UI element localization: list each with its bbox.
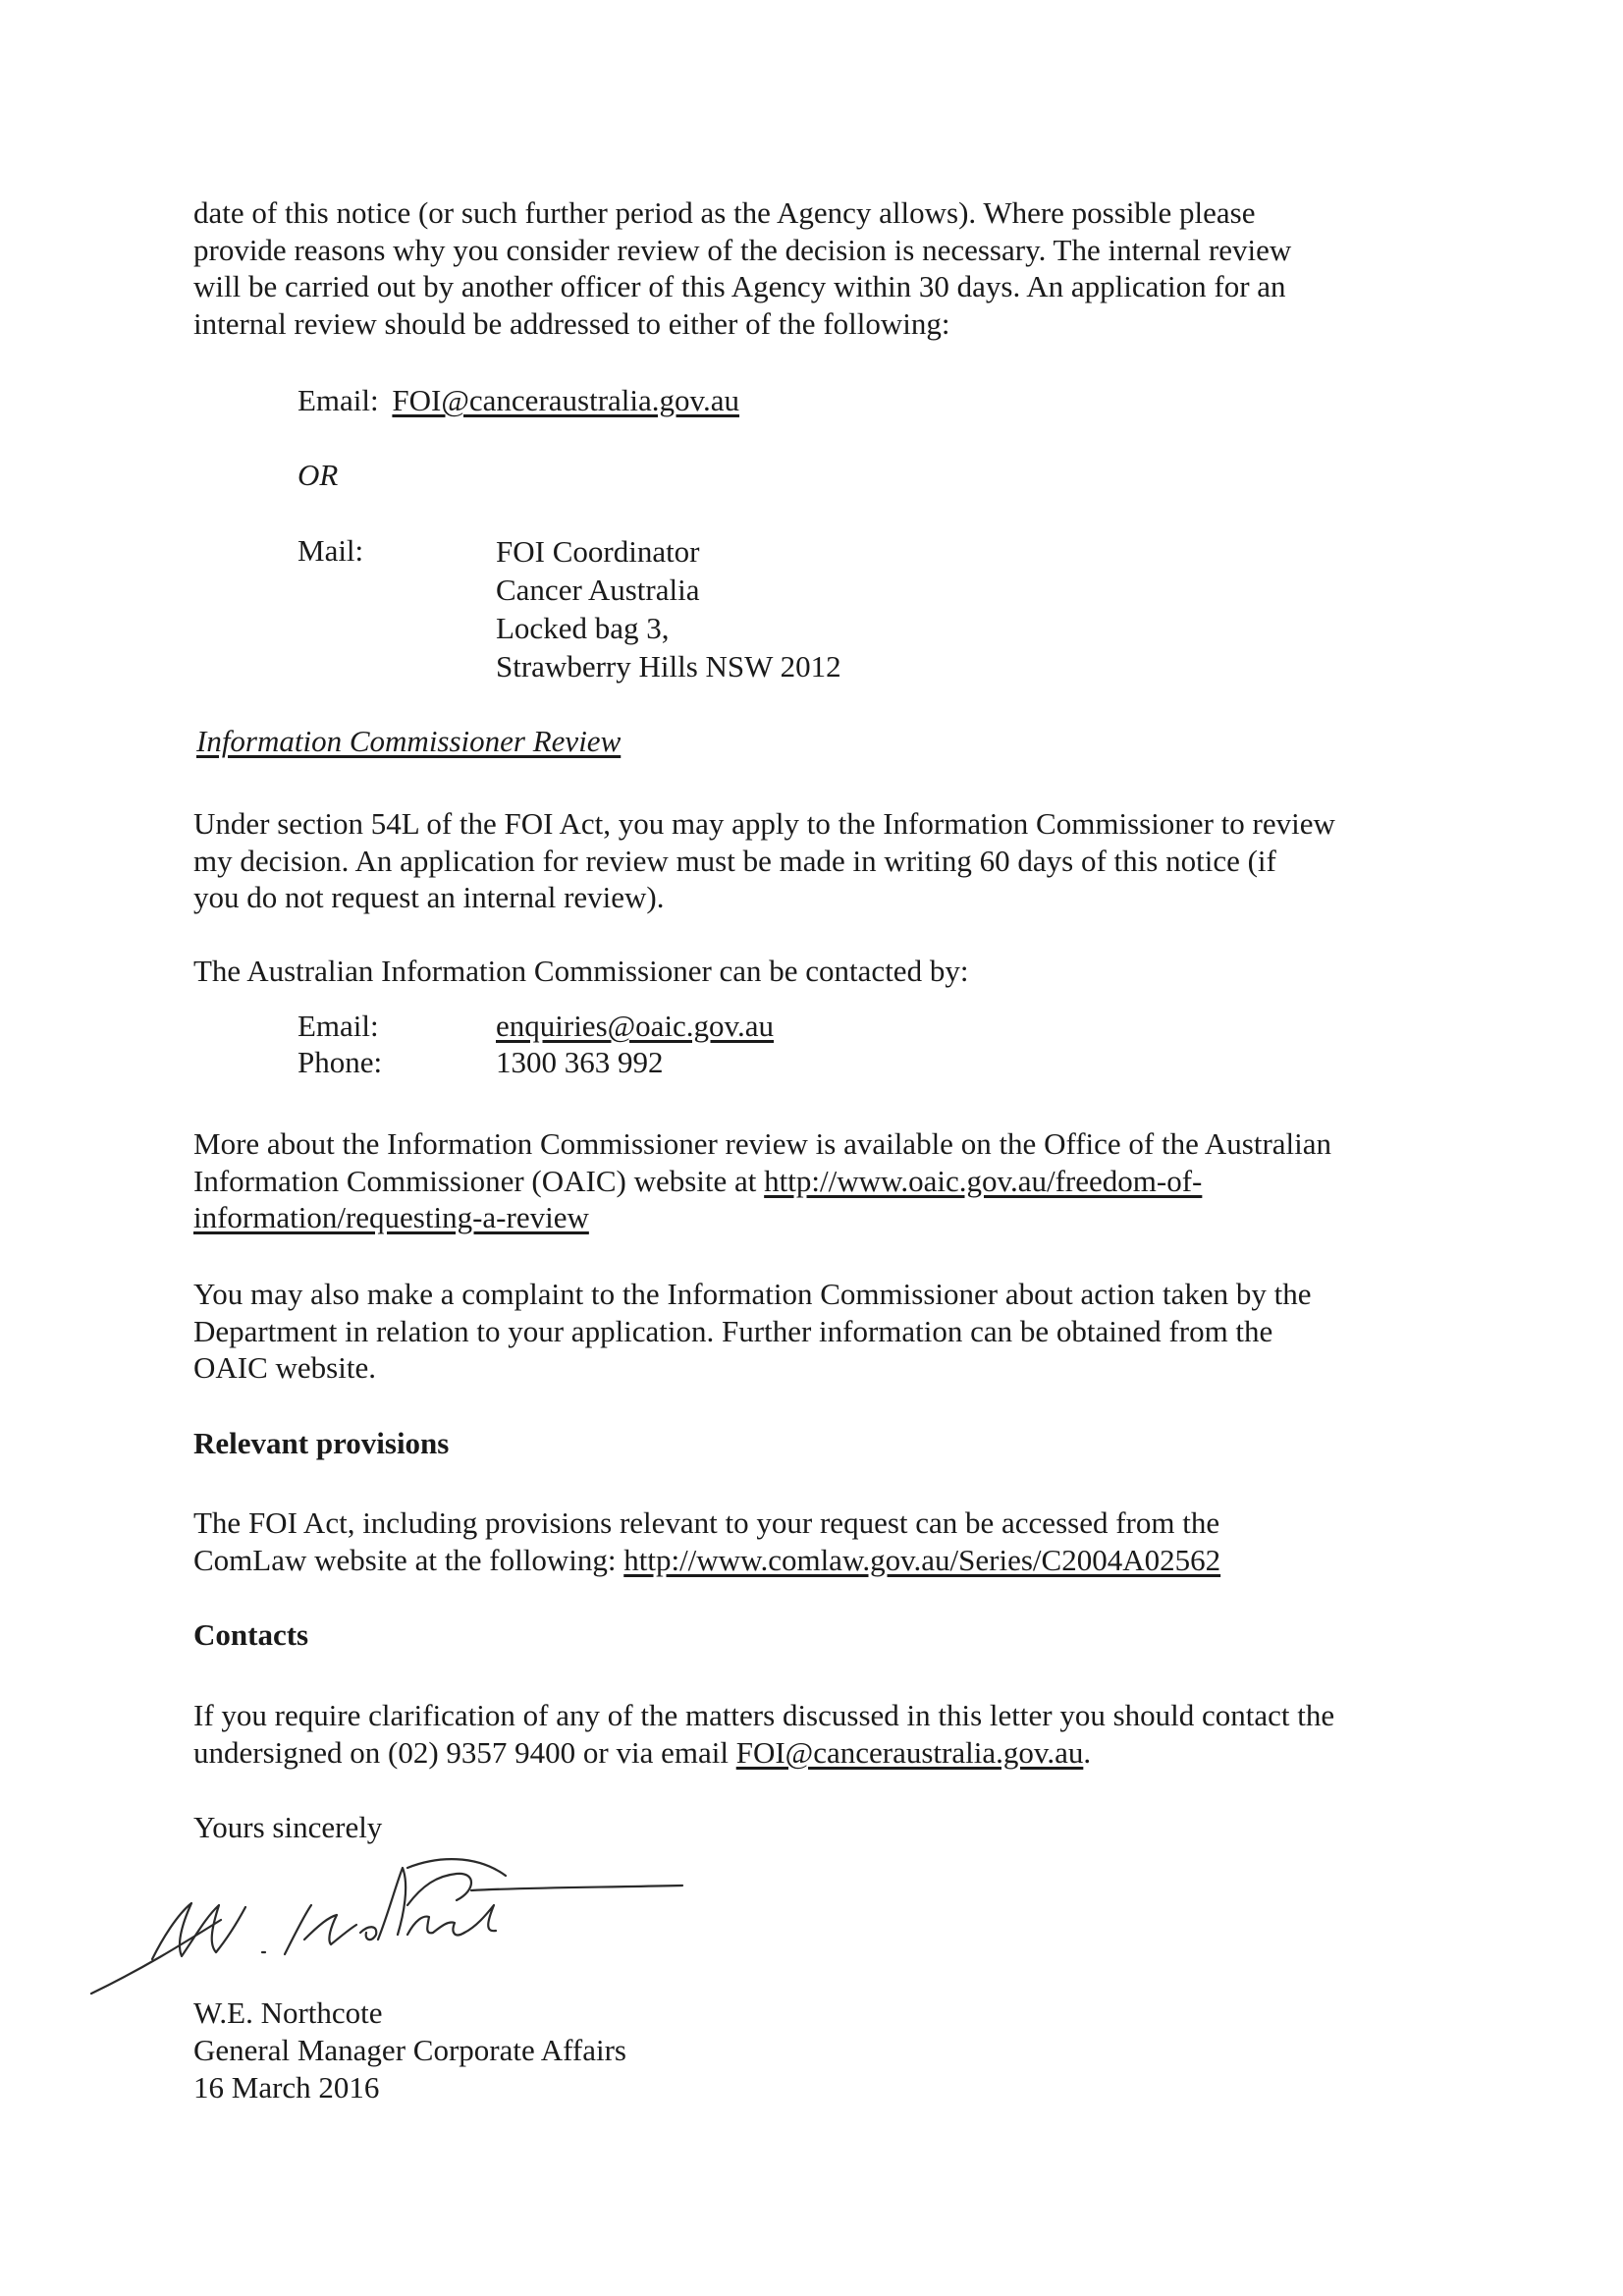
complaint-paragraph — [193, 1276, 1470, 1387]
paragraph-line: Department in relation to your application. Further information can be obtained from the — [193, 1313, 1273, 1348]
paragraph-line: you do not request an internal review). — [193, 880, 665, 914]
email-option — [298, 382, 739, 418]
signature — [83, 1846, 692, 2013]
intro-line: will be carried out by another officer of this Agency within 30 days. An application for an — [193, 269, 1286, 303]
paragraph-line: You may also make a complaint to the Information Commissioner about action taken by the — [193, 1277, 1312, 1311]
intro-line: internal review should be addressed to either of the following: — [193, 305, 950, 341]
oaic-review-link-continued[interactable]: information/requesting-a-review — [193, 1200, 589, 1234]
address-line: Locked bag 3, — [496, 611, 670, 645]
oaic-phone-value: 1300 363 992 — [496, 1045, 664, 1079]
paragraph-line — [193, 1734, 1470, 1772]
paragraph-line: The FOI Act, including provisions relevant to your request can be accessed from the — [193, 1505, 1220, 1540]
signatory-title: General Manager Corporate Affairs — [193, 2033, 626, 2067]
comlaw-link[interactable]: http://www.comlaw.gov.au/Series/C2004A02562 — [623, 1542, 1221, 1577]
address-line: Strawberry Hills NSW 2012 — [496, 649, 841, 683]
oaic-email-label: Email: — [298, 1009, 379, 1043]
relevant-provisions-heading: Relevant provisions — [193, 1426, 450, 1460]
foi-email-link[interactable]: FOI@canceraustralia.gov.au — [392, 383, 740, 417]
paragraph-line — [193, 1163, 1470, 1200]
oaic-review-link[interactable]: http://www.oaic.gov.au/freedom-of- — [764, 1163, 1203, 1198]
paragraph-line: OAIC website. — [193, 1350, 376, 1385]
intro-paragraph — [193, 194, 1470, 342]
more-about-text: Information Commissioner (OAIC) website at — [193, 1163, 765, 1198]
paragraph-line — [193, 1199, 1470, 1236]
paragraph-line: Under section 54L of the FOI Act, you may apply to the Information Commissioner to review — [193, 806, 1335, 841]
contacts-email-link[interactable]: FOI@canceraustralia.gov.au — [735, 1734, 1084, 1770]
email-label: Email: — [298, 383, 379, 417]
provisions-text: ComLaw website at the following: — [193, 1542, 624, 1577]
mail-label: Mail: — [298, 533, 364, 568]
provisions-paragraph — [193, 1504, 1470, 1578]
letter-date: 16 March 2016 — [193, 2070, 380, 2105]
paragraph-line: If you require clarification of any of the matters discussed in this letter you should contact the — [193, 1698, 1335, 1732]
paragraph-line: my decision. An application for review must be made in writing 60 days of this notice (if — [193, 843, 1276, 878]
contacts-paragraph — [193, 1697, 1470, 1771]
commissioner-review-paragraph — [193, 805, 1470, 916]
address-line: Cancer Australia — [496, 573, 700, 607]
mail-address — [496, 532, 841, 685]
more-about-paragraph — [193, 1125, 1470, 1236]
closing: Yours sincerely — [193, 1810, 383, 1844]
oaic-phone-label: Phone: — [298, 1045, 383, 1079]
oaic-email-link[interactable]: enquiries@oaic.gov.au — [496, 1009, 775, 1043]
address-line: FOI Coordinator — [496, 534, 700, 569]
contacts-period: . — [1083, 1734, 1092, 1770]
intro-line: date of this notice (or such further period as the Agency allows). Where possible please — [193, 195, 1256, 230]
or-label: OR — [298, 458, 339, 492]
contacts-text: undersigned on (02) 9357 9400 or via email — [193, 1734, 736, 1770]
paragraph-line — [193, 1542, 1470, 1579]
contacts-heading: Contacts — [193, 1617, 309, 1652]
signatory-name: W.E. Northcote — [193, 1995, 383, 2030]
contact-intro: The Australian Information Commissioner can be contacted by: — [193, 954, 969, 988]
intro-line: provide reasons why you consider review of the decision is necessary. The internal review — [193, 232, 1292, 267]
commissioner-review-heading: Information Commissioner Review — [196, 724, 622, 758]
paragraph-line: More about the Information Commissioner review is available on the Office of the Australian — [193, 1126, 1332, 1161]
